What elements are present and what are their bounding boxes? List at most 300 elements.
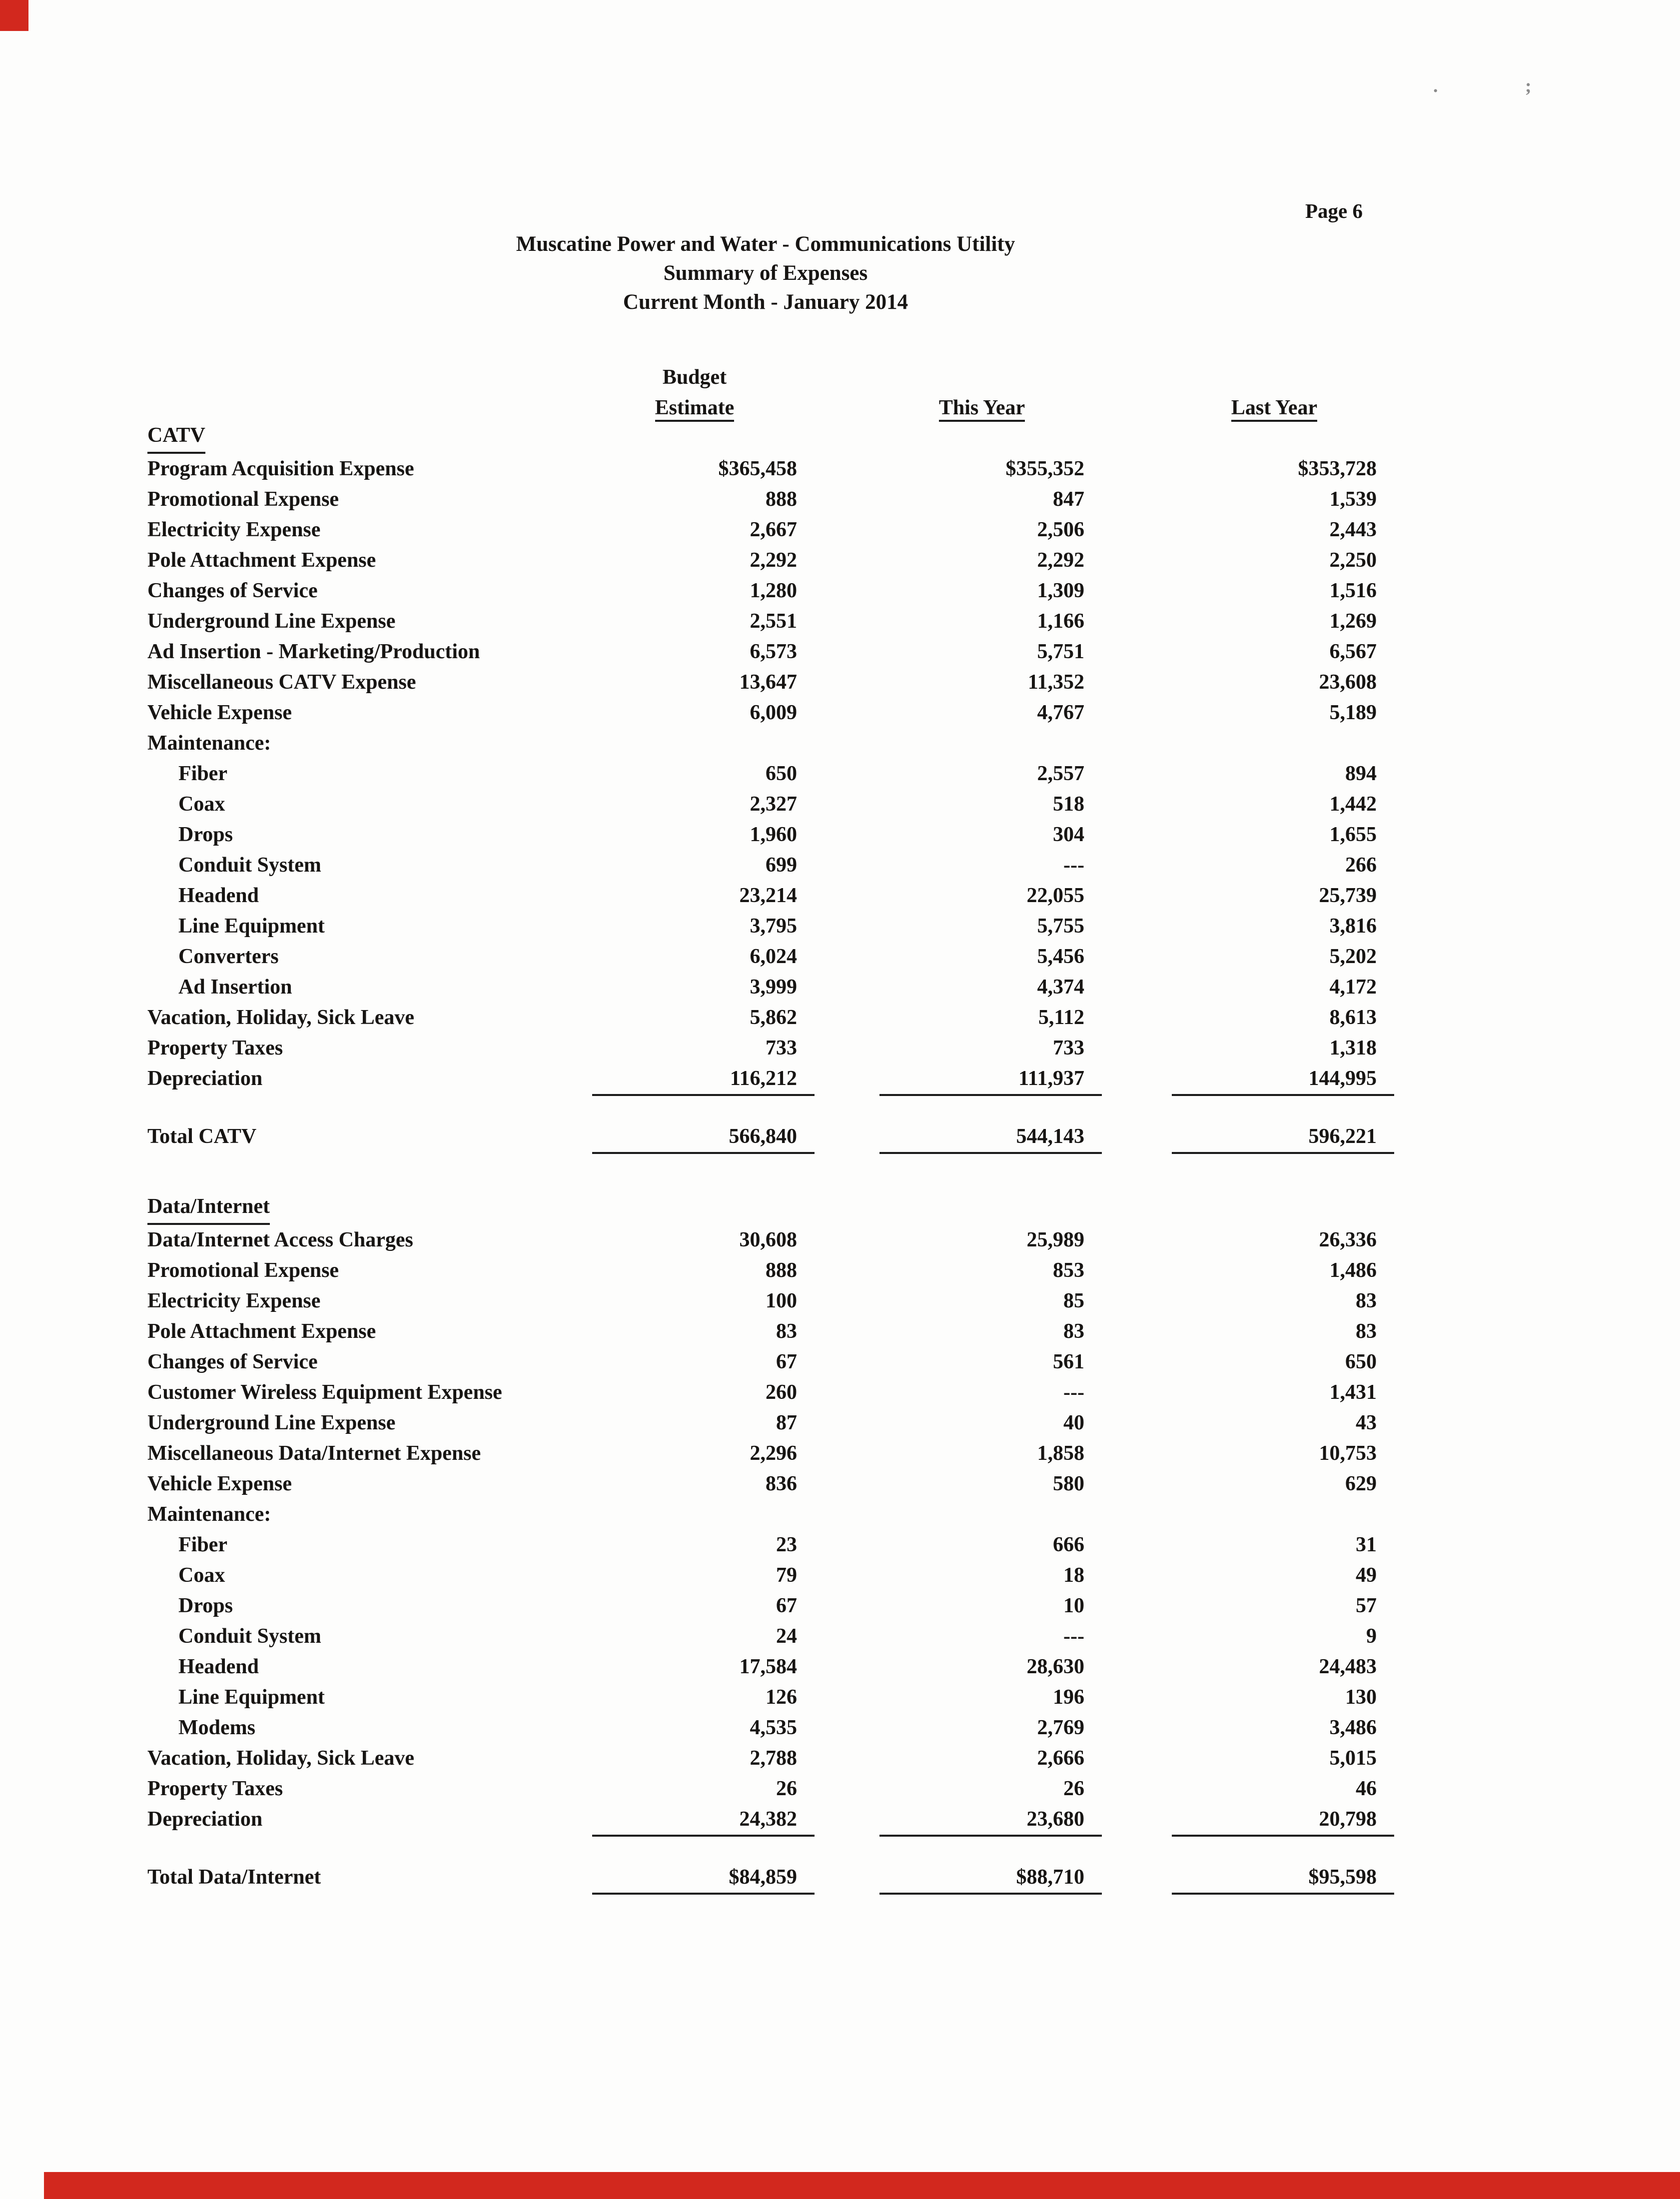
value-cell bbox=[815, 1377, 1102, 1408]
value-text: 6,573 bbox=[750, 640, 797, 663]
section-heading: Data/Internet bbox=[147, 1194, 270, 1225]
value-text: 26 bbox=[776, 1777, 797, 1800]
table-row bbox=[147, 484, 1394, 515]
expense-table-body bbox=[147, 423, 1394, 1893]
value-cell bbox=[815, 942, 1102, 972]
value-text: 1,309 bbox=[1037, 579, 1084, 602]
expense-table bbox=[147, 362, 1394, 1935]
value-text: 853 bbox=[1053, 1259, 1084, 1282]
value-cell bbox=[1102, 850, 1394, 881]
total-value-text: 566,840 bbox=[592, 1121, 815, 1154]
value-text: 111,937 bbox=[879, 1064, 1102, 1096]
value-text: 2,327 bbox=[750, 793, 797, 816]
value-cell bbox=[575, 1743, 815, 1774]
row-label: Vehicle Expense bbox=[147, 701, 292, 724]
value-text: 650 bbox=[1345, 1350, 1377, 1373]
table-row bbox=[147, 698, 1394, 728]
value-text: 847 bbox=[1053, 488, 1084, 511]
value-text: --- bbox=[1063, 1625, 1084, 1648]
value-cell bbox=[1102, 1499, 1394, 1530]
value-cell bbox=[575, 1033, 815, 1064]
value-text: 5,112 bbox=[1038, 1006, 1084, 1029]
table-row bbox=[147, 1286, 1394, 1316]
value-cell bbox=[575, 698, 815, 728]
value-cell bbox=[815, 1225, 1102, 1255]
value-text: 23 bbox=[776, 1533, 797, 1556]
total-value-text: $88,710 bbox=[879, 1862, 1102, 1895]
row-label: Drops bbox=[178, 823, 233, 846]
value-text: 26 bbox=[1063, 1777, 1084, 1800]
value-cell bbox=[575, 1347, 815, 1377]
table-row bbox=[147, 972, 1394, 1003]
value-text: 2,667 bbox=[750, 518, 797, 541]
value-text: 733 bbox=[1053, 1037, 1084, 1060]
value-text: 31 bbox=[1356, 1533, 1377, 1556]
value-cell bbox=[815, 1621, 1102, 1652]
value-cell bbox=[815, 1713, 1102, 1743]
value-text: 1,858 bbox=[1037, 1442, 1084, 1465]
value-cell bbox=[1102, 1804, 1394, 1835]
value-text: $365,458 bbox=[718, 457, 797, 480]
value-text: 83 bbox=[1356, 1289, 1377, 1312]
value-text: 3,816 bbox=[1329, 915, 1377, 938]
row-label: Data/Internet Access Charges bbox=[147, 1228, 413, 1251]
scan-artifact-red-block-topleft bbox=[0, 0, 28, 31]
title-line-report: Summary of Expenses bbox=[663, 261, 868, 285]
value-text: 83 bbox=[1356, 1320, 1377, 1343]
value-text: 3,795 bbox=[750, 915, 797, 938]
value-cell bbox=[815, 484, 1102, 515]
table-row bbox=[147, 789, 1394, 820]
value-cell bbox=[1102, 545, 1394, 576]
value-text: 1,442 bbox=[1329, 793, 1377, 816]
row-label: Changes of Service bbox=[147, 579, 318, 602]
row-label: Underground Line Expense bbox=[147, 610, 396, 633]
row-label: Miscellaneous Data/Internet Expense bbox=[147, 1442, 481, 1465]
value-text: --- bbox=[1063, 854, 1084, 877]
value-cell bbox=[575, 1530, 815, 1560]
value-cell bbox=[575, 1774, 815, 1804]
value-text: 666 bbox=[1053, 1533, 1084, 1556]
header-spacer bbox=[1102, 362, 1394, 393]
value-cell bbox=[575, 1408, 815, 1438]
value-text: 888 bbox=[766, 488, 797, 511]
value-text: 144,995 bbox=[1172, 1064, 1394, 1096]
column-header-this-year: This Year bbox=[939, 396, 1025, 422]
value-text: 67 bbox=[776, 1594, 797, 1617]
value-text: 650 bbox=[766, 762, 797, 785]
column-header-estimate: Estimate bbox=[655, 396, 735, 422]
value-text: 2,443 bbox=[1329, 518, 1377, 541]
value-cell bbox=[1102, 1469, 1394, 1499]
value-text: 836 bbox=[766, 1472, 797, 1495]
table-row bbox=[147, 1652, 1394, 1682]
row-label: Ad Insertion - Marketing/Production bbox=[147, 640, 480, 663]
value-cell bbox=[1102, 1652, 1394, 1682]
value-cell bbox=[815, 1652, 1102, 1682]
document-title-block bbox=[266, 230, 1265, 317]
column-header-row-bottom bbox=[147, 393, 1394, 423]
title-line-period: Current Month - January 2014 bbox=[623, 290, 908, 314]
row-label: Depreciation bbox=[147, 1067, 263, 1090]
value-text: 1,280 bbox=[750, 579, 797, 602]
value-text: 116,212 bbox=[592, 1064, 815, 1096]
value-cell bbox=[815, 911, 1102, 942]
value-text: 1,655 bbox=[1329, 823, 1377, 846]
value-text: 6,024 bbox=[750, 945, 797, 968]
total-value-text: $84,859 bbox=[592, 1862, 815, 1895]
value-text: 87 bbox=[776, 1411, 797, 1434]
total-row bbox=[147, 1121, 1394, 1152]
value-cell bbox=[815, 1774, 1102, 1804]
value-cell bbox=[575, 972, 815, 1003]
value-text: 2,769 bbox=[1037, 1716, 1084, 1739]
value-text: 46 bbox=[1356, 1777, 1377, 1800]
value-cell bbox=[1102, 1286, 1394, 1316]
value-cell bbox=[815, 1408, 1102, 1438]
value-cell bbox=[1102, 1033, 1394, 1064]
value-text: 4,767 bbox=[1037, 701, 1084, 724]
value-cell bbox=[815, 1560, 1102, 1591]
total-value-cell bbox=[575, 1862, 815, 1893]
total-value-cell bbox=[815, 1121, 1102, 1152]
value-cell bbox=[1102, 728, 1394, 759]
value-cell bbox=[815, 881, 1102, 911]
value-cell bbox=[1102, 820, 1394, 850]
row-label: Depreciation bbox=[147, 1808, 263, 1831]
value-text: 23,680 bbox=[879, 1804, 1102, 1837]
value-cell bbox=[815, 972, 1102, 1003]
last-year-header-cell bbox=[1102, 393, 1394, 423]
value-cell bbox=[815, 1682, 1102, 1713]
value-cell bbox=[575, 1064, 815, 1094]
table-row bbox=[147, 1316, 1394, 1347]
value-cell bbox=[815, 454, 1102, 484]
value-cell bbox=[815, 850, 1102, 881]
value-cell bbox=[1102, 1438, 1394, 1469]
row-label: Pole Attachment Expense bbox=[147, 549, 376, 572]
value-cell bbox=[575, 1469, 815, 1499]
section-heading-row bbox=[147, 423, 1394, 454]
value-text: 1,516 bbox=[1329, 579, 1377, 602]
value-text: 733 bbox=[766, 1037, 797, 1060]
expense-section-data-internet bbox=[147, 1194, 1394, 1893]
value-cell bbox=[1102, 972, 1394, 1003]
column-header-last-year: Last Year bbox=[1231, 396, 1317, 422]
value-text: 266 bbox=[1345, 854, 1377, 877]
header-spacer bbox=[815, 362, 1102, 393]
table-row bbox=[147, 667, 1394, 698]
value-cell bbox=[1102, 1408, 1394, 1438]
value-cell bbox=[815, 1347, 1102, 1377]
value-cell bbox=[575, 606, 815, 637]
row-label: Conduit System bbox=[178, 854, 321, 877]
value-text: 4,172 bbox=[1329, 976, 1377, 999]
value-text: 888 bbox=[766, 1259, 797, 1282]
value-text: 518 bbox=[1053, 793, 1084, 816]
value-cell bbox=[815, 1033, 1102, 1064]
value-text: 580 bbox=[1053, 1472, 1084, 1495]
value-text: 5,202 bbox=[1329, 945, 1377, 968]
value-cell bbox=[1102, 1003, 1394, 1033]
value-text: 23,214 bbox=[739, 884, 797, 907]
total-value-cell bbox=[575, 1121, 815, 1152]
value-text: 40 bbox=[1063, 1411, 1084, 1434]
value-text: 2,292 bbox=[750, 549, 797, 572]
value-cell bbox=[1102, 1530, 1394, 1560]
row-label: Maintenance: bbox=[147, 732, 271, 755]
value-cell bbox=[1102, 606, 1394, 637]
value-cell bbox=[1102, 1347, 1394, 1377]
value-cell bbox=[575, 1713, 815, 1743]
this-year-header-cell bbox=[815, 393, 1102, 423]
value-cell bbox=[815, 698, 1102, 728]
row-label: Fiber bbox=[178, 1533, 227, 1556]
value-cell bbox=[815, 789, 1102, 820]
value-text: $355,352 bbox=[1005, 457, 1084, 480]
value-text: 24,483 bbox=[1319, 1655, 1377, 1678]
table-row bbox=[147, 1003, 1394, 1033]
table-row bbox=[147, 545, 1394, 576]
value-cell bbox=[575, 1499, 815, 1530]
value-cell bbox=[1102, 1774, 1394, 1804]
table-row bbox=[147, 606, 1394, 637]
value-text: 30,608 bbox=[739, 1228, 797, 1251]
row-label: Maintenance: bbox=[147, 1503, 271, 1526]
row-label: Underground Line Expense bbox=[147, 1411, 396, 1434]
value-text: 6,009 bbox=[750, 701, 797, 724]
row-label: Property Taxes bbox=[147, 1777, 283, 1800]
value-text: 260 bbox=[766, 1381, 797, 1404]
table-row bbox=[147, 820, 1394, 850]
value-cell bbox=[575, 1438, 815, 1469]
column-header-row-top bbox=[147, 362, 1394, 393]
value-text: 23,608 bbox=[1319, 671, 1377, 694]
scan-artifact-red-bar-bottom bbox=[44, 2172, 1680, 2199]
value-text: 17,584 bbox=[739, 1655, 797, 1678]
row-label: Pole Attachment Expense bbox=[147, 1320, 376, 1343]
value-cell bbox=[575, 1286, 815, 1316]
value-cell bbox=[1102, 1316, 1394, 1347]
value-text: 10,753 bbox=[1319, 1442, 1377, 1465]
estimate-header-cell bbox=[575, 393, 815, 423]
value-text: 196 bbox=[1053, 1686, 1084, 1709]
page-number: Page 6 bbox=[1305, 199, 1363, 222]
value-text: 1,269 bbox=[1329, 610, 1377, 633]
value-cell bbox=[815, 1003, 1102, 1033]
value-text: 304 bbox=[1053, 823, 1084, 846]
value-cell bbox=[1102, 1560, 1394, 1591]
value-text: 3,999 bbox=[750, 976, 797, 999]
value-cell bbox=[1102, 515, 1394, 545]
row-label: Drops bbox=[178, 1594, 233, 1617]
value-text: 83 bbox=[776, 1320, 797, 1343]
row-label: Coax bbox=[178, 1564, 225, 1587]
value-text: 2,666 bbox=[1037, 1747, 1084, 1770]
value-text: 5,862 bbox=[750, 1006, 797, 1029]
section-heading-row bbox=[147, 1194, 1394, 1225]
table-row bbox=[147, 454, 1394, 484]
value-cell bbox=[815, 1316, 1102, 1347]
table-row bbox=[147, 1438, 1394, 1469]
value-cell bbox=[575, 728, 815, 759]
header-spacer bbox=[147, 362, 575, 393]
scan-speck-right: ; bbox=[1525, 75, 1532, 96]
value-cell bbox=[575, 1377, 815, 1408]
value-cell bbox=[575, 576, 815, 606]
value-cell bbox=[575, 911, 815, 942]
value-text: 5,751 bbox=[1037, 640, 1084, 663]
value-cell bbox=[815, 1530, 1102, 1560]
value-text: 79 bbox=[776, 1564, 797, 1587]
value-text: 57 bbox=[1356, 1594, 1377, 1617]
value-cell bbox=[815, 1499, 1102, 1530]
table-row bbox=[147, 1064, 1394, 1094]
value-cell bbox=[575, 637, 815, 667]
table-row bbox=[147, 1347, 1394, 1377]
value-cell bbox=[575, 789, 815, 820]
value-cell bbox=[1102, 1621, 1394, 1652]
value-cell bbox=[575, 1621, 815, 1652]
value-text: 22,055 bbox=[1026, 884, 1084, 907]
value-cell bbox=[1102, 1064, 1394, 1094]
value-text: 1,431 bbox=[1329, 1381, 1377, 1404]
total-row bbox=[147, 1862, 1394, 1893]
table-row bbox=[147, 1621, 1394, 1652]
value-text: 4,535 bbox=[750, 1716, 797, 1739]
row-label: Promotional Expense bbox=[147, 1259, 339, 1282]
value-text: 13,647 bbox=[739, 671, 797, 694]
value-cell bbox=[815, 1804, 1102, 1835]
value-cell bbox=[575, 1804, 815, 1835]
value-cell bbox=[575, 667, 815, 698]
value-cell bbox=[815, 515, 1102, 545]
value-cell bbox=[815, 820, 1102, 850]
value-text: 5,189 bbox=[1329, 701, 1377, 724]
table-row bbox=[147, 728, 1394, 759]
value-text: 894 bbox=[1345, 762, 1377, 785]
row-label: Coax bbox=[178, 793, 225, 816]
value-text: 10 bbox=[1063, 1594, 1084, 1617]
value-text: 25,989 bbox=[1026, 1228, 1084, 1251]
table-row bbox=[147, 1682, 1394, 1713]
table-row bbox=[147, 911, 1394, 942]
value-text: 49 bbox=[1356, 1564, 1377, 1587]
value-text: 8,613 bbox=[1329, 1006, 1377, 1029]
value-cell bbox=[1102, 637, 1394, 667]
value-text: 4,374 bbox=[1037, 976, 1084, 999]
value-cell bbox=[1102, 1713, 1394, 1743]
value-cell bbox=[575, 1255, 815, 1286]
value-cell bbox=[575, 1003, 815, 1033]
value-cell bbox=[575, 1316, 815, 1347]
row-label: Changes of Service bbox=[147, 1350, 318, 1373]
value-text: 85 bbox=[1063, 1289, 1084, 1312]
value-cell bbox=[815, 1591, 1102, 1621]
table-row bbox=[147, 515, 1394, 545]
value-cell bbox=[575, 850, 815, 881]
total-value-text: $95,598 bbox=[1172, 1862, 1394, 1895]
value-text: 2,788 bbox=[750, 1747, 797, 1770]
value-cell bbox=[575, 484, 815, 515]
value-text: $353,728 bbox=[1298, 457, 1377, 480]
row-label: Promotional Expense bbox=[147, 488, 339, 511]
row-label: Miscellaneous CATV Expense bbox=[147, 671, 416, 694]
row-label: Ad Insertion bbox=[178, 976, 292, 999]
table-row bbox=[147, 1560, 1394, 1591]
value-text: 43 bbox=[1356, 1411, 1377, 1434]
value-cell bbox=[815, 637, 1102, 667]
value-text: 3,486 bbox=[1329, 1716, 1377, 1739]
value-text: 1,166 bbox=[1037, 610, 1084, 633]
row-label: Modems bbox=[178, 1716, 255, 1739]
value-cell bbox=[1102, 1225, 1394, 1255]
value-text: 629 bbox=[1345, 1472, 1377, 1495]
value-cell bbox=[1102, 759, 1394, 789]
row-label: Vehicle Expense bbox=[147, 1472, 292, 1495]
table-row bbox=[147, 1591, 1394, 1621]
value-text: 67 bbox=[776, 1350, 797, 1373]
value-cell bbox=[1102, 1743, 1394, 1774]
expense-section-catv bbox=[147, 423, 1394, 1152]
value-cell bbox=[1102, 484, 1394, 515]
table-row bbox=[147, 1033, 1394, 1064]
value-text: 24 bbox=[776, 1625, 797, 1648]
row-label: Line Equipment bbox=[178, 915, 325, 938]
section-heading: CATV bbox=[147, 423, 205, 454]
value-cell bbox=[575, 1225, 815, 1255]
total-value-cell bbox=[815, 1862, 1102, 1893]
row-label: Vacation, Holiday, Sick Leave bbox=[147, 1006, 415, 1029]
value-cell bbox=[1102, 911, 1394, 942]
value-text: 5,456 bbox=[1037, 945, 1084, 968]
value-cell bbox=[1102, 1377, 1394, 1408]
value-text: 130 bbox=[1345, 1686, 1377, 1709]
table-row bbox=[147, 881, 1394, 911]
value-cell bbox=[815, 1286, 1102, 1316]
value-text: 2,551 bbox=[750, 610, 797, 633]
total-label: Total Data/Internet bbox=[147, 1866, 321, 1889]
row-label: Customer Wireless Equipment Expense bbox=[147, 1381, 502, 1404]
value-text: 9 bbox=[1366, 1625, 1377, 1648]
value-text: 83 bbox=[1063, 1320, 1084, 1343]
value-cell bbox=[575, 515, 815, 545]
table-row bbox=[147, 1469, 1394, 1499]
value-text: 699 bbox=[766, 854, 797, 877]
value-text: 1,486 bbox=[1329, 1259, 1377, 1282]
value-text: 11,352 bbox=[1027, 671, 1084, 694]
value-text: 2,557 bbox=[1037, 762, 1084, 785]
table-row bbox=[147, 1713, 1394, 1743]
table-row bbox=[147, 637, 1394, 667]
value-cell bbox=[575, 454, 815, 484]
value-cell bbox=[575, 1591, 815, 1621]
value-cell bbox=[1102, 942, 1394, 972]
value-cell bbox=[815, 1255, 1102, 1286]
value-text: 26,336 bbox=[1319, 1228, 1377, 1251]
value-cell bbox=[815, 759, 1102, 789]
value-text: 2,250 bbox=[1329, 549, 1377, 572]
total-value-cell bbox=[1102, 1121, 1394, 1152]
row-label: Property Taxes bbox=[147, 1037, 283, 1060]
table-row bbox=[147, 1743, 1394, 1774]
table-row bbox=[147, 759, 1394, 789]
value-cell bbox=[815, 1743, 1102, 1774]
value-text: 25,739 bbox=[1319, 884, 1377, 907]
row-label: Line Equipment bbox=[178, 1686, 325, 1709]
row-label: Conduit System bbox=[178, 1625, 321, 1648]
value-cell bbox=[815, 667, 1102, 698]
